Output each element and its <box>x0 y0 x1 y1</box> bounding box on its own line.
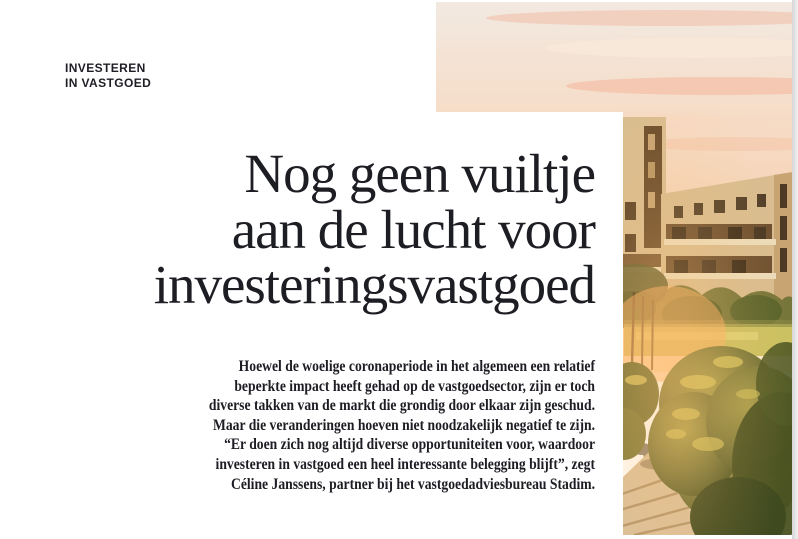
intro-line: Maar die veranderingen hoeven niet noodzakelijk negatief te zijn. <box>212 416 595 434</box>
headline-line: investeringsvastgoed <box>153 254 595 315</box>
section-kicker <box>65 61 151 91</box>
kicker-line: INVESTEREN <box>65 61 146 75</box>
warm-light-overlay <box>620 111 793 535</box>
intro-line: Hoewel de woelige coronaperiode in het algemeen een relatief <box>238 358 595 375</box>
intro-line: beperkte impact heeft gehad op de vastgoedsector, zijn er toch <box>234 377 595 395</box>
article-headline <box>40 143 595 315</box>
headline-line: aan de lucht voor <box>231 198 595 260</box>
headline-line: Nog geen vuiltje <box>244 143 595 204</box>
intro-line: investeren in vastgoed een heel interessante belegging blijft”, zegt <box>215 455 595 473</box>
intro-line: diverse takken van de markt die grondig door elkaar zijn geschud. <box>208 397 595 415</box>
intro-line: “Er doen zich nog altijd diverse opportuniteiten voor, waardoor <box>224 436 595 454</box>
intro-line: Céline Janssens, partner bij het vastgoedadviesbureau Stadim. <box>230 475 595 493</box>
page-edge-shadow <box>792 0 798 539</box>
kicker-line: IN VASTGOED <box>65 76 152 90</box>
article-intro <box>40 357 595 494</box>
